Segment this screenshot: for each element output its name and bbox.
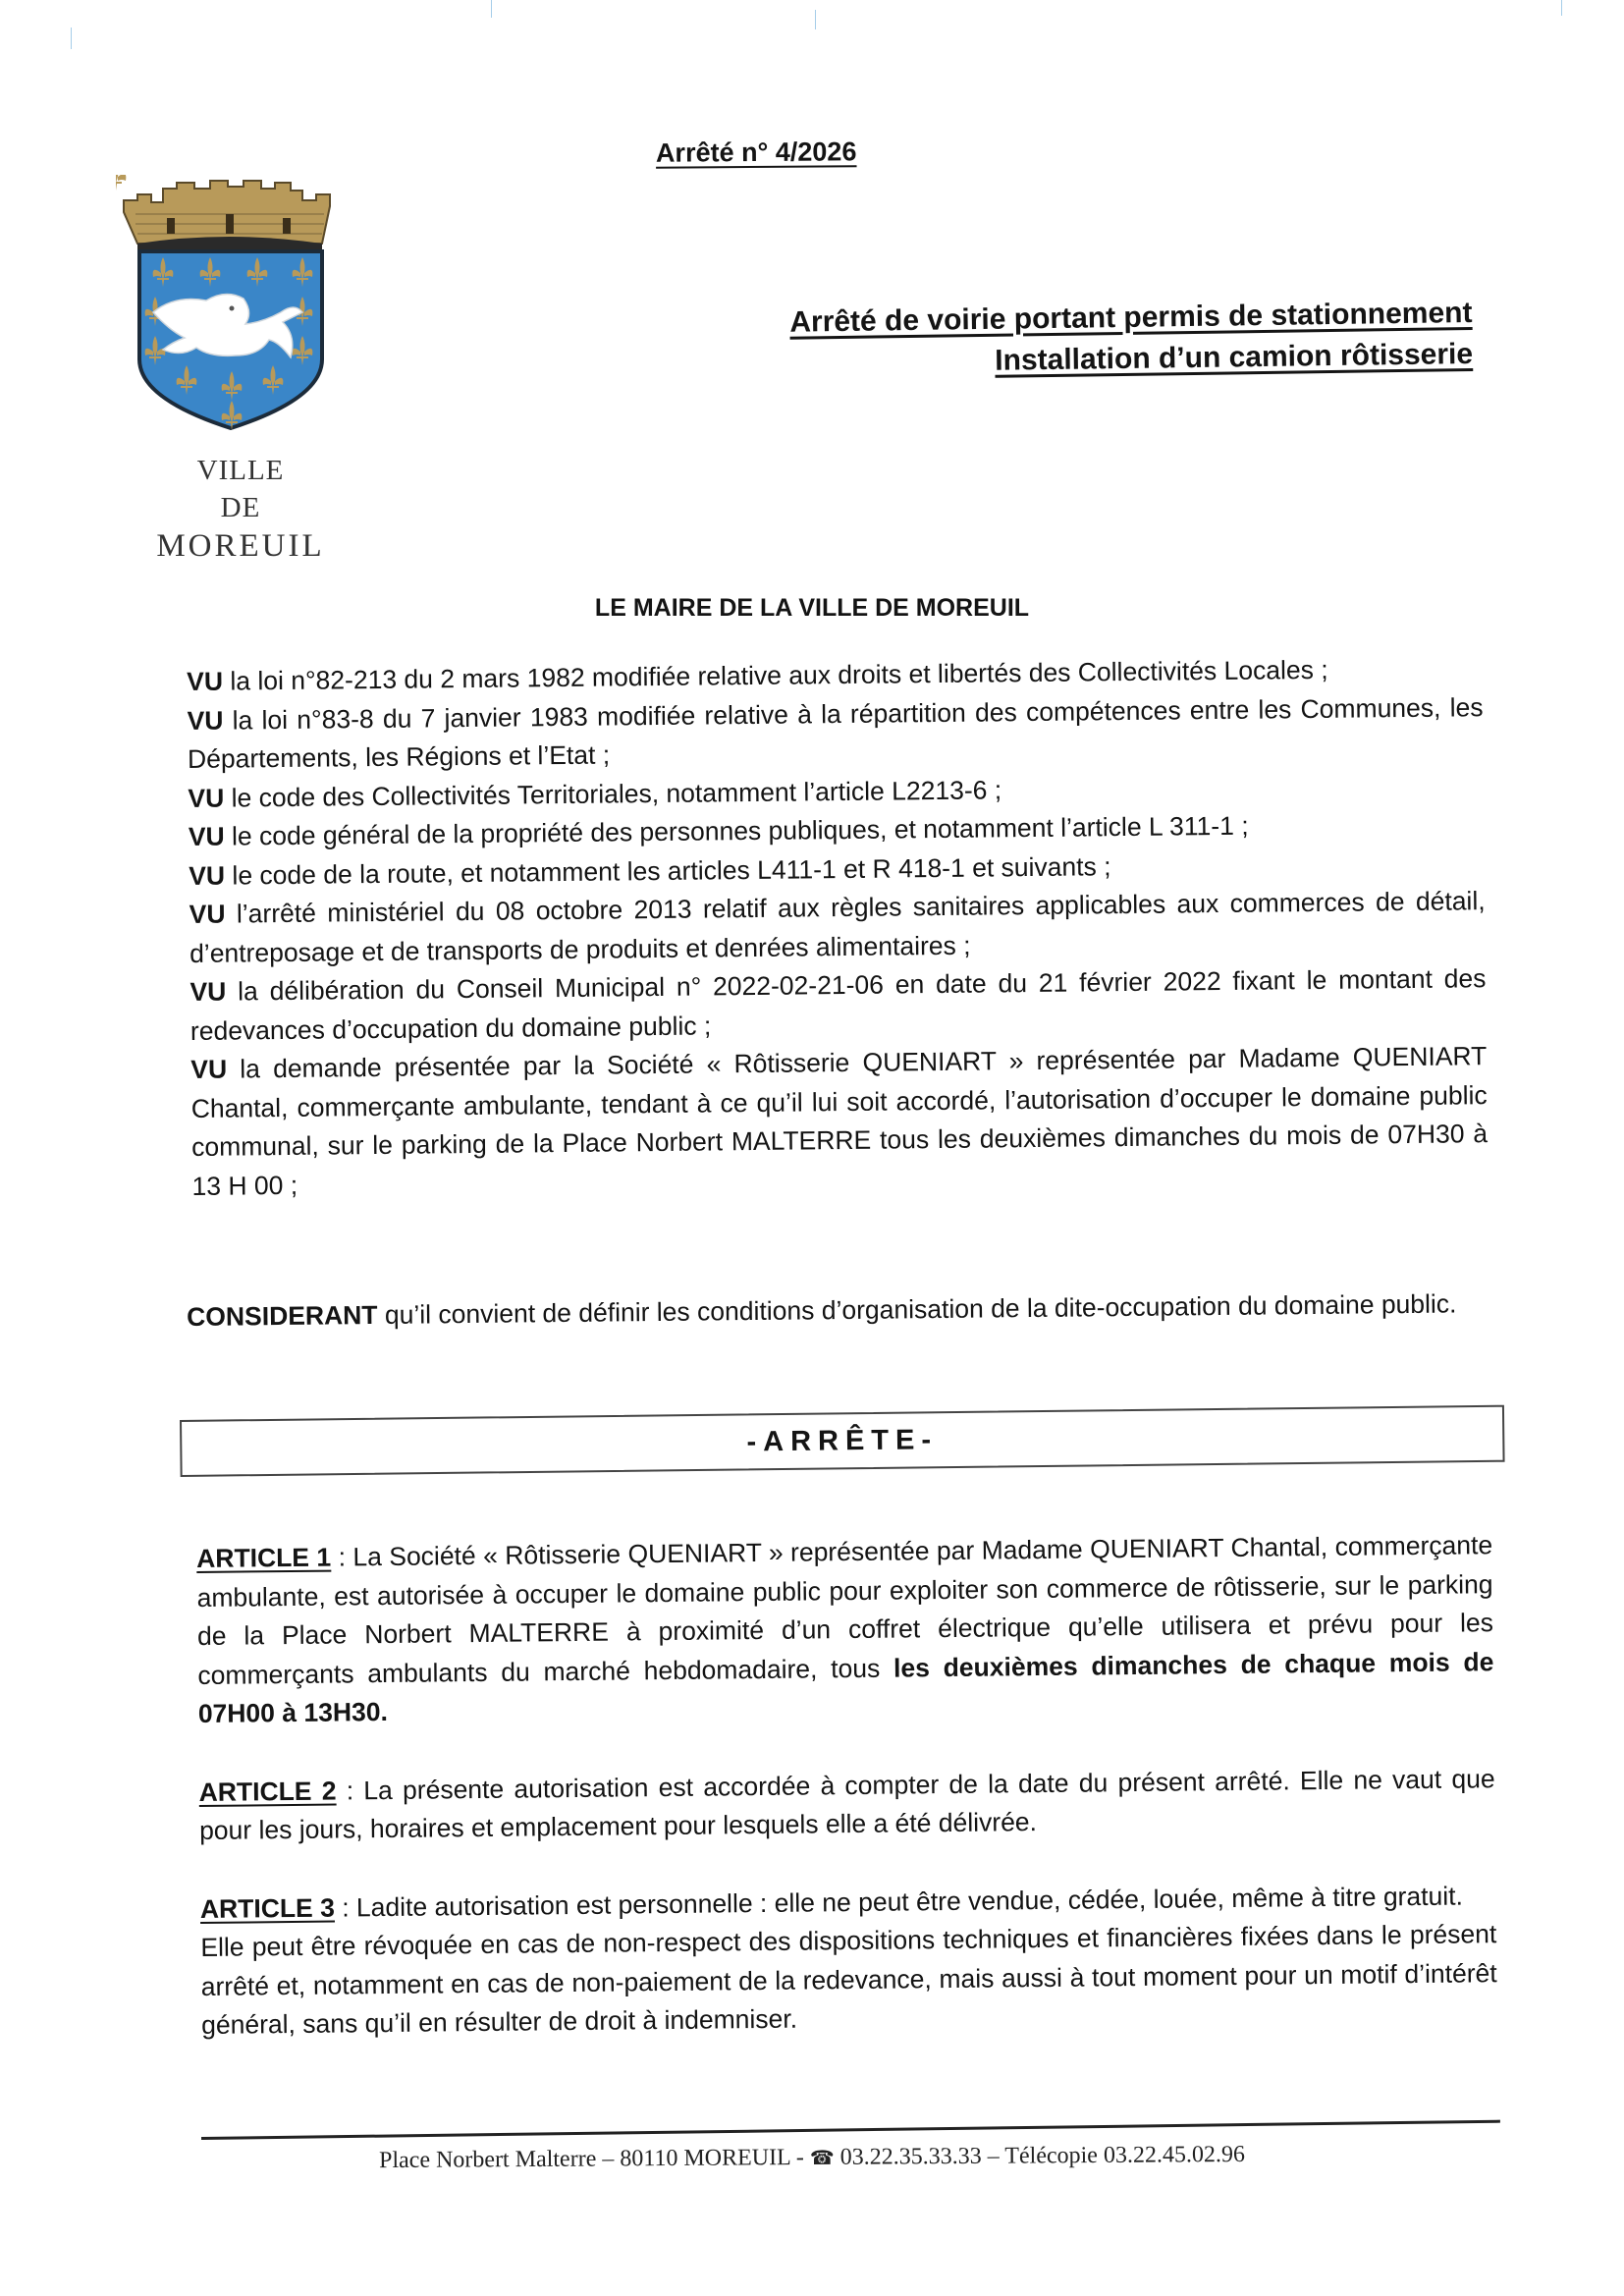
vu-clause	[189, 959, 1487, 1051]
article-text: Ladite autorisation est personnelle : elle ne peut être vendue, cédée, louée, même à titre gratuit.	[355, 1881, 1464, 1922]
scan-artifact	[71, 27, 72, 49]
article-text: La Société « Rôtisserie QUENIART » représentée par Madame QUENIART Chantal, commerçante ambulante, est autorisée à occuper le domaine public pour exploiter son commerce de rôtisserie, sur le parking de la Place Norbert MALTERRE à proximité d’un coffret électrique qu’elle utilisera et prévu pour les commerçants ambulants du marché hebdomadaire, tous	[196, 1530, 1494, 1690]
authority-heading: LE MAIRE DE LA VILLE DE MOREUIL	[594, 594, 1030, 622]
footer-contact	[0, 2139, 1624, 2177]
footer-address: Place Norbert Malterre – 80110 MOREUIL -	[378, 2145, 810, 2174]
town-label-de: DE	[220, 492, 261, 523]
footer-phone-fax: 03.22.35.33.33 – Télécopie 03.22.45.02.96	[834, 2141, 1245, 2170]
article-3	[200, 1877, 1498, 2046]
vu-text: l’arrêté ministériel du 08 octobre 2013 relatif aux règles sanitaires applicables aux commerces de détail, d’entreposage et de transports de produits et denrées alimentaires ;	[189, 886, 1486, 968]
town-name-block	[118, 452, 363, 566]
vu-keyword: VU	[188, 783, 225, 813]
article-separator: :	[331, 1542, 353, 1572]
vu-text: la loi n°82-213 du 2 mars 1982 modifiée relative aux droits et libertés des Collectivités Locales ;	[222, 654, 1328, 696]
considerant-clause	[187, 1285, 1483, 1337]
vu-keyword: VU	[189, 899, 226, 929]
coat-of-arms-icon	[116, 175, 342, 430]
article-text: La présente autorisation est accordée à compter de la date du présent arrêté. Elle ne vaut que pour les jours, horaires et emplacement pour lesquels elle a été délivrée.	[198, 1763, 1495, 1845]
vu-text: le code des Collectivités Territoriales, notamment l’article L2213-6 ;	[224, 774, 1002, 813]
considerant-keyword: CONSIDERANT	[187, 1299, 378, 1332]
vu-text: la loi n°83-8 du 7 janvier 1983 modifiée relative à la répartition des compétences entre les Communes, les Départements, les Régions et l’Etat ;	[187, 691, 1484, 774]
vu-text: le code général de la propriété des personnes publiques, et notamment l’article L 311-1 ;	[224, 810, 1249, 851]
vu-clause	[190, 1037, 1489, 1206]
vu-clause	[187, 688, 1484, 780]
decision-heading-box	[180, 1405, 1505, 1477]
town-label-moreuil: MOREUIL	[156, 528, 325, 564]
vu-clause	[189, 882, 1486, 973]
article-2	[198, 1760, 1495, 1851]
article-label: ARTICLE 3	[199, 1892, 336, 1924]
vu-text: la demande présentée par la Société « Rôtisserie QUENIART » représentée par Madame QUENIART Chantal, commerçante ambulante, tendant à ce qu’il lui soit accordé, l’autorisation d’occuper le domaine public communal, sur le parking de la Place Norbert MALTERRE tous les deuxièmes dimanches du mois de 07H30 à 13 H 00 ;	[190, 1041, 1489, 1201]
article-label: ARTICLE 2	[198, 1776, 337, 1807]
article-bold-text: les deuxièmes dimanches de chaque mois de 07H00 à 13H30.	[197, 1646, 1494, 1728]
vu-keyword: VU	[187, 705, 224, 736]
telephone-icon: ☎	[809, 2147, 835, 2170]
footer-divider	[201, 2120, 1500, 2140]
scan-artifact	[815, 10, 816, 29]
scan-artifact	[1561, 0, 1562, 16]
vu-text: le code de la route, et notamment les articles L411-1 et R 418-1 et suivants ;	[224, 850, 1111, 891]
scan-artifact	[491, 0, 492, 18]
subject-line-2: Installation d’un camion rôtisserie	[994, 337, 1474, 377]
articles	[196, 1526, 1497, 2045]
vu-keyword: VU	[190, 1054, 228, 1084]
document-subject	[789, 293, 1473, 385]
vu-keyword: VU	[189, 860, 226, 891]
subject-line-1: Arrêté de voirie portant permis de stationnement	[788, 296, 1473, 339]
article-label: ARTICLE 1	[196, 1542, 332, 1573]
article-1	[196, 1526, 1494, 1733]
vu-keyword: VU	[187, 666, 224, 696]
vu-keyword: VU	[188, 821, 225, 851]
town-label-ville: VILLE	[196, 455, 285, 486]
vu-text: la délibération du Conseil Municipal n° 2022-02-21-06 en date du 21 février 2022 fixant le montant des redevances d’occupation du domaine public ;	[189, 963, 1487, 1046]
article-separator: :	[336, 1775, 364, 1806]
vu-clauses	[187, 649, 1489, 1206]
decision-heading: -ARRÊTE-	[746, 1423, 939, 1457]
article-text-continued: Elle peut être révoquée en cas de non-respect des dispositions techniques et financières fixées dans le présent arrêté et, notamment en cas de non-paiement de la redevance, mais aussi à tout moment pour un motif d’intérêt général, sans qu’il en résulter de droit à indemniser.	[200, 1919, 1497, 2040]
article-separator: :	[334, 1891, 357, 1923]
arrete-number: Arrêté n° 4/2026	[655, 137, 857, 168]
vu-keyword: VU	[189, 976, 227, 1007]
considerant-text: qu’il convient de définir les conditions d’organisation de la dite-occupation du domaine public.	[377, 1288, 1457, 1330]
